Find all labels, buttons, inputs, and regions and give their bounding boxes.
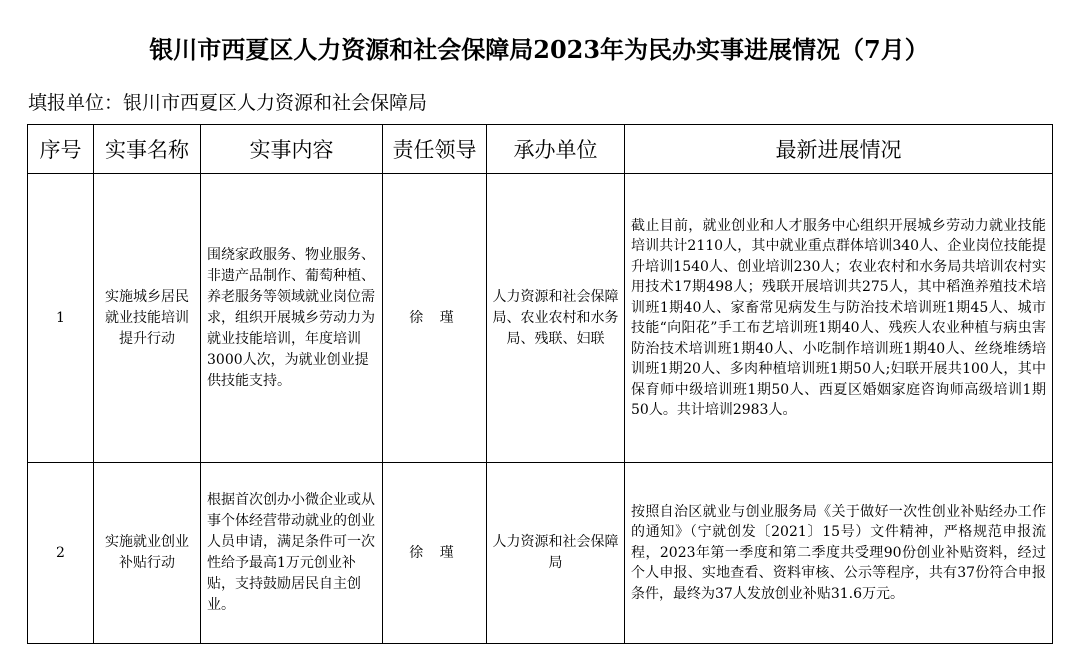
- header-content: 实事内容: [201, 125, 383, 174]
- cell-leader: 徐 瑾: [383, 174, 487, 463]
- cell-org: 人力资源和社会保障局: [487, 463, 625, 644]
- cell-name: 实施城乡居民就业技能培训提升行动: [94, 174, 201, 463]
- page-title: 银川市西夏区人力资源和社会保障局2023年为民办实事进展情况（7月）: [149, 35, 929, 64]
- cell-leader: 徐 瑾: [383, 463, 487, 644]
- cell-no: 1: [28, 174, 94, 463]
- table-row: [28, 174, 1053, 463]
- cell-content: 围绕家政服务、物业服务、非遗产品制作、葡萄种植、养老服务等领域就业岗位需求，组织开展城乡劳动力为就业技能培训，年度培训3000人次，为就业创业提供技能支持。: [201, 174, 383, 463]
- header-progress: 最新进展情况: [625, 125, 1053, 174]
- cell-no: 2: [28, 463, 94, 644]
- header-org: 承办单位: [487, 125, 625, 174]
- cell-org: 人力资源和社会保障局、农业农村和水务局、残联、妇联: [487, 174, 625, 463]
- progress-table: [27, 124, 1053, 644]
- cell-content: 根据首次创办小微企业或从事个体经营带动就业的创业人员申请，满足条件可一次性给予最高1万元创业补贴，支持鼓励居民自主创业。: [201, 463, 383, 644]
- cell-progress: 按照自治区就业与创业服务局《关于做好一次性创业补贴经办工作的通知》（宁就创发〔2021〕15号）文件精神，严格规范申报流程，2023年第一季度和第二季度共受理90份创业补贴资料，经过个人申报、实地查看、资料审核、公示等程序，共有37份符合申报条件，最终为37人发放创业补贴31.6万元。: [625, 463, 1053, 644]
- header-leader: 责任领导: [383, 125, 487, 174]
- cell-name: 实施就业创业补贴行动: [94, 463, 201, 644]
- table-header-row: [28, 125, 1053, 174]
- reporting-unit: 填报单位：银川市西夏区人力资源和社会保障局: [28, 92, 428, 114]
- cell-progress: 截止目前，就业创业和人才服务中心组织开展城乡劳动力就业技能培训共计2110人，其中就业重点群体培训340人、企业岗位技能提升培训1540人、创业培训230人；农业农村和水务局共培训农村实用技术17期498人；残联开展培训共275人，其中稻渔养殖技术培训班1期40人、家畜常见病发生与防治技术培训班1期45人、城市技能“向阳花”手工布艺培训班1期40人、残疾人农业种植与病虫害防治技术培训班1期40人、小吃制作培训班1期40人、丝绕堆绣培训班1期20人、多肉种植培训班1期50人;妇联开展共100人，其中保育师中级培训班1期50人、西夏区婚姻家庭咨询师高级培训1期50人。共计培训2983人。: [625, 174, 1053, 463]
- header-name: 实事名称: [94, 125, 201, 174]
- header-no: 序号: [28, 125, 94, 174]
- table-row: [28, 463, 1053, 644]
